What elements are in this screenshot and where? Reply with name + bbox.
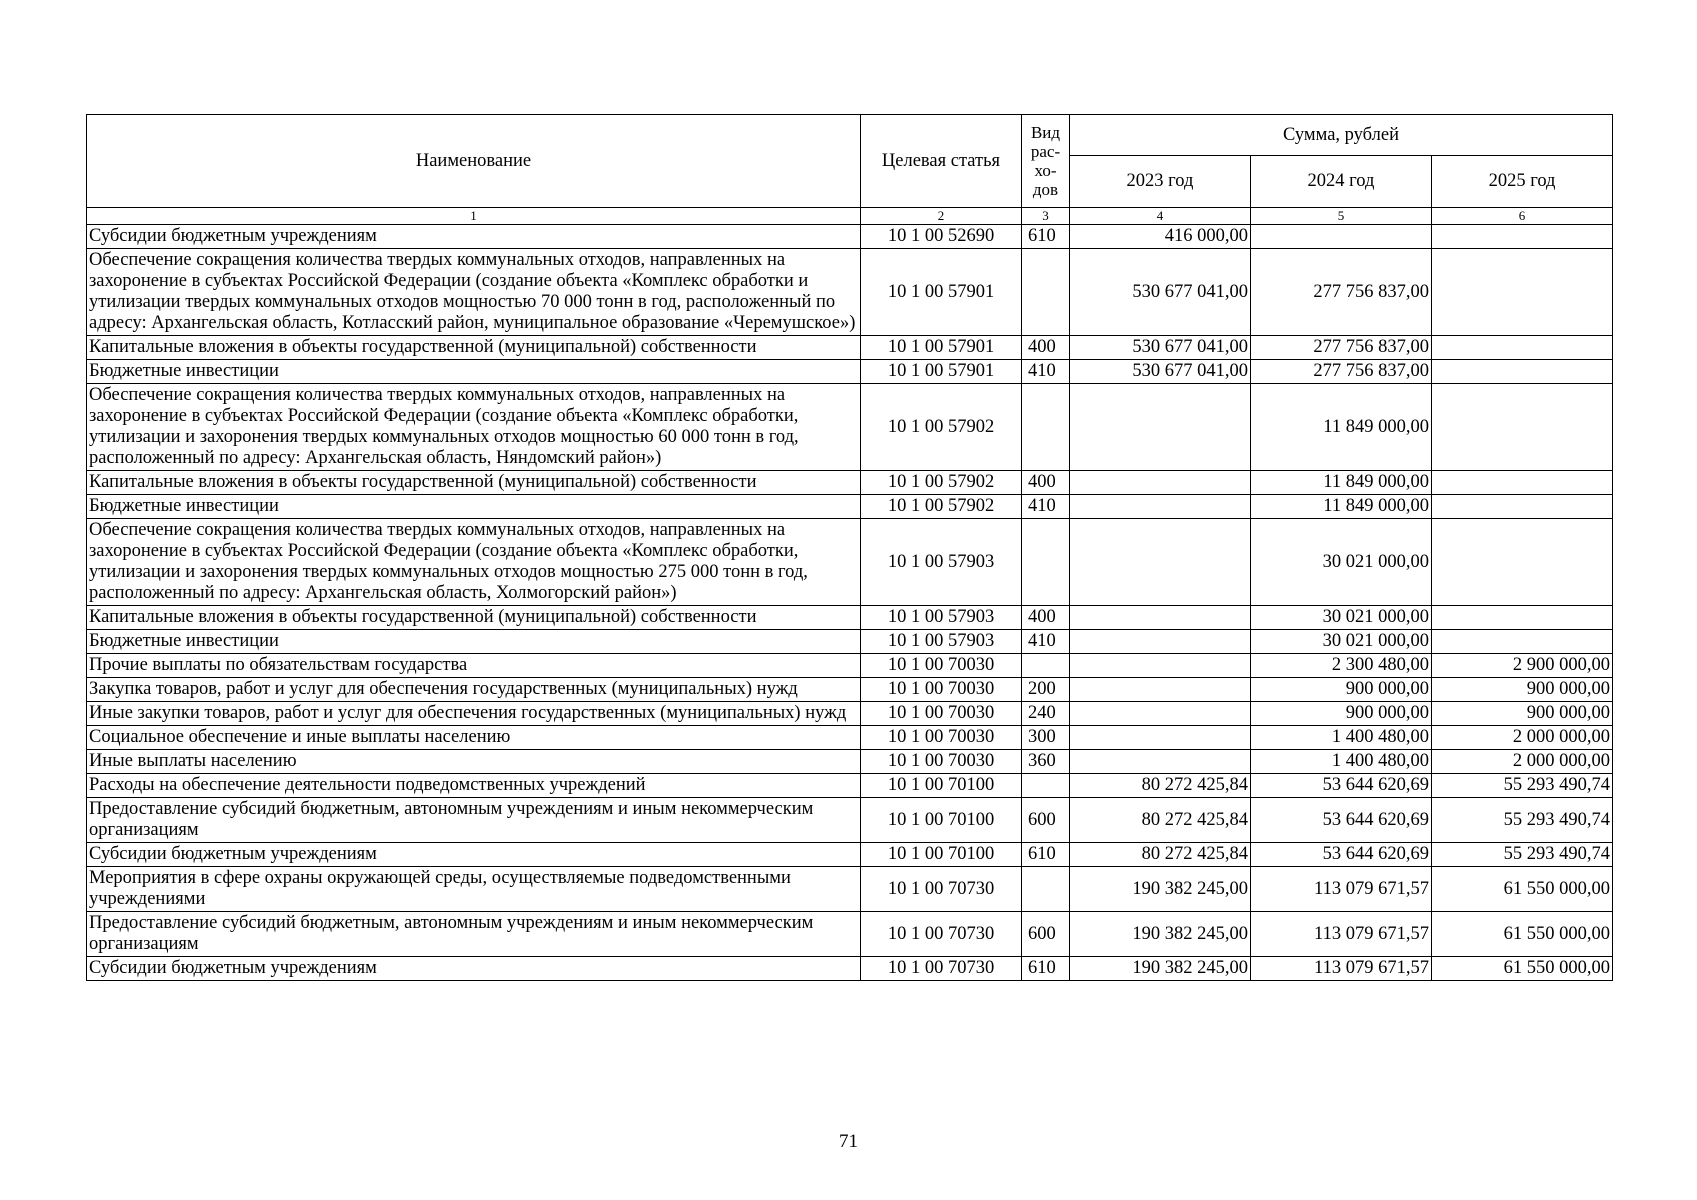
row-name: Субсидии бюджетным учреждениям xyxy=(87,843,861,867)
row-amount-2025: 2 000 000,00 xyxy=(1432,726,1613,750)
row-target-code: 10 1 00 57902 xyxy=(861,384,1022,471)
row-amount-2023: 190 382 245,00 xyxy=(1070,867,1251,912)
row-target-code: 10 1 00 57903 xyxy=(861,630,1022,654)
row-amount-2023 xyxy=(1070,495,1251,519)
table-row xyxy=(87,702,1613,726)
row-name: Мероприятия в сфере охраны окружающей среды, осуществляемые подведомственными учреждениями xyxy=(87,867,861,912)
row-name: Закупка товаров, работ и услуг для обеспечения государственных (муниципальных) нужд xyxy=(87,678,861,702)
row-name: Предоставление субсидий бюджетным, автономным учреждениям и иным некоммерческим организациям xyxy=(87,798,861,843)
row-target-code: 10 1 00 52690 xyxy=(861,225,1022,249)
row-amount-2024: 900 000,00 xyxy=(1251,702,1432,726)
row-amount-2023 xyxy=(1070,702,1251,726)
row-expense-type xyxy=(1022,867,1070,912)
table-row xyxy=(87,225,1613,249)
row-target-code: 10 1 00 57903 xyxy=(861,606,1022,630)
row-expense-type xyxy=(1022,654,1070,678)
row-amount-2025: 900 000,00 xyxy=(1432,678,1613,702)
row-expense-type xyxy=(1022,774,1070,798)
row-target-code: 10 1 00 57902 xyxy=(861,495,1022,519)
table-row xyxy=(87,360,1613,384)
row-expense-type: 200 xyxy=(1022,678,1070,702)
column-number: 4 xyxy=(1070,208,1251,225)
row-amount-2024: 113 079 671,57 xyxy=(1251,867,1432,912)
row-amount-2025 xyxy=(1432,519,1613,606)
row-amount-2025 xyxy=(1432,360,1613,384)
row-amount-2023 xyxy=(1070,678,1251,702)
page-number: 71 xyxy=(839,1131,858,1152)
row-target-code: 10 1 00 70730 xyxy=(861,867,1022,912)
row-amount-2023 xyxy=(1070,384,1251,471)
table-row xyxy=(87,750,1613,774)
row-amount-2025: 2 000 000,00 xyxy=(1432,750,1613,774)
header-code: Целевая статья xyxy=(861,115,1022,208)
row-target-code: 10 1 00 70030 xyxy=(861,702,1022,726)
row-expense-type: 600 xyxy=(1022,912,1070,957)
table-row xyxy=(87,678,1613,702)
row-name: Обеспечение сокращения количества твердых коммунальных отходов, направленных на захоронение в субъектах Российской Федерации (создание объекта «Комплекс обработки и утилизации твердых коммунальных отходов мощностью 70 000 тонн в год, расположенный по адресу: Архангельская область, Котласский район, муниципальное образование «Черемушское») xyxy=(87,249,861,336)
row-amount-2025: 61 550 000,00 xyxy=(1432,912,1613,957)
header-sum: Сумма, рублей xyxy=(1070,115,1613,156)
table-row xyxy=(87,471,1613,495)
row-amount-2024: 30 021 000,00 xyxy=(1251,606,1432,630)
table-row xyxy=(87,726,1613,750)
row-amount-2025: 61 550 000,00 xyxy=(1432,957,1613,981)
row-expense-type: 400 xyxy=(1022,336,1070,360)
row-target-code: 10 1 00 70100 xyxy=(861,843,1022,867)
row-expense-type: 600 xyxy=(1022,798,1070,843)
header-year-2023: 2023 год xyxy=(1070,156,1251,208)
row-amount-2023: 530 677 041,00 xyxy=(1070,336,1251,360)
table-row xyxy=(87,606,1613,630)
table-row xyxy=(87,384,1613,471)
row-amount-2024: 277 756 837,00 xyxy=(1251,336,1432,360)
row-expense-type: 360 xyxy=(1022,750,1070,774)
row-target-code: 10 1 00 57901 xyxy=(861,249,1022,336)
row-amount-2023 xyxy=(1070,750,1251,774)
row-name: Субсидии бюджетным учреждениям xyxy=(87,957,861,981)
row-target-code: 10 1 00 70030 xyxy=(861,750,1022,774)
row-amount-2024: 11 849 000,00 xyxy=(1251,384,1432,471)
row-amount-2024 xyxy=(1251,225,1432,249)
table-row xyxy=(87,957,1613,981)
row-target-code: 10 1 00 57901 xyxy=(861,360,1022,384)
row-target-code: 10 1 00 70030 xyxy=(861,654,1022,678)
row-name: Обеспечение сокращения количества твердых коммунальных отходов, направленных на захоронение в субъектах Российской Федерации (создание объекта «Комплекс обработки, утилизации и захоронения твердых коммунальных отходов мощностью 275 000 тонн в год, расположенный по адресу: Архангельская область, Холмогорский район») xyxy=(87,519,861,606)
row-amount-2023: 190 382 245,00 xyxy=(1070,957,1251,981)
row-amount-2025 xyxy=(1432,630,1613,654)
column-number: 1 xyxy=(87,208,861,225)
table-row xyxy=(87,519,1613,606)
row-amount-2023 xyxy=(1070,606,1251,630)
row-amount-2024: 277 756 837,00 xyxy=(1251,360,1432,384)
row-name: Капитальные вложения в объекты государственной (муниципальной) собственности xyxy=(87,336,861,360)
header-year-2025: 2025 год xyxy=(1432,156,1613,208)
row-amount-2024: 53 644 620,69 xyxy=(1251,843,1432,867)
row-amount-2024: 30 021 000,00 xyxy=(1251,519,1432,606)
row-amount-2024: 2 300 480,00 xyxy=(1251,654,1432,678)
row-name: Социальное обеспечение и иные выплаты населению xyxy=(87,726,861,750)
row-amount-2023 xyxy=(1070,471,1251,495)
row-amount-2025 xyxy=(1432,225,1613,249)
row-target-code: 10 1 00 70030 xyxy=(861,726,1022,750)
row-amount-2025 xyxy=(1432,384,1613,471)
row-amount-2025: 55 293 490,74 xyxy=(1432,843,1613,867)
budget-table xyxy=(86,114,1613,981)
table-row xyxy=(87,774,1613,798)
row-amount-2023 xyxy=(1070,630,1251,654)
row-expense-type: 240 xyxy=(1022,702,1070,726)
row-amount-2024: 53 644 620,69 xyxy=(1251,798,1432,843)
row-expense-type: 610 xyxy=(1022,957,1070,981)
header-year-2024: 2024 год xyxy=(1251,156,1432,208)
table-row xyxy=(87,912,1613,957)
table-row xyxy=(87,249,1613,336)
row-target-code: 10 1 00 70100 xyxy=(861,798,1022,843)
column-number: 2 xyxy=(861,208,1022,225)
row-amount-2024: 277 756 837,00 xyxy=(1251,249,1432,336)
row-expense-type: 610 xyxy=(1022,225,1070,249)
header-name: Наименование xyxy=(87,115,861,208)
column-number: 6 xyxy=(1432,208,1613,225)
row-amount-2025: 2 900 000,00 xyxy=(1432,654,1613,678)
row-target-code: 10 1 00 57903 xyxy=(861,519,1022,606)
row-target-code: 10 1 00 57901 xyxy=(861,336,1022,360)
row-name: Бюджетные инвестиции xyxy=(87,360,861,384)
row-amount-2023: 530 677 041,00 xyxy=(1070,249,1251,336)
row-expense-type: 410 xyxy=(1022,630,1070,654)
row-amount-2025: 55 293 490,74 xyxy=(1432,774,1613,798)
row-name: Иные закупки товаров, работ и услуг для обеспечения государственных (муниципальных) нужд xyxy=(87,702,861,726)
header-vid: Вид рас-хо-дов xyxy=(1022,115,1070,208)
row-name: Капитальные вложения в объекты государственной (муниципальной) собственности xyxy=(87,606,861,630)
row-amount-2024: 113 079 671,57 xyxy=(1251,957,1432,981)
column-number-row xyxy=(87,208,1613,225)
row-name: Расходы на обеспечение деятельности подведомственных учреждений xyxy=(87,774,861,798)
row-target-code: 10 1 00 70730 xyxy=(861,912,1022,957)
row-amount-2023: 416 000,00 xyxy=(1070,225,1251,249)
row-expense-type xyxy=(1022,519,1070,606)
table-row xyxy=(87,630,1613,654)
row-amount-2023 xyxy=(1070,654,1251,678)
row-amount-2025 xyxy=(1432,471,1613,495)
row-amount-2025 xyxy=(1432,495,1613,519)
row-amount-2025: 55 293 490,74 xyxy=(1432,798,1613,843)
row-amount-2023: 80 272 425,84 xyxy=(1070,774,1251,798)
row-expense-type: 400 xyxy=(1022,471,1070,495)
row-name: Бюджетные инвестиции xyxy=(87,495,861,519)
row-amount-2023: 190 382 245,00 xyxy=(1070,912,1251,957)
row-expense-type: 410 xyxy=(1022,495,1070,519)
column-number: 3 xyxy=(1022,208,1070,225)
row-amount-2024: 900 000,00 xyxy=(1251,678,1432,702)
table-row xyxy=(87,867,1613,912)
row-amount-2025 xyxy=(1432,249,1613,336)
row-amount-2023 xyxy=(1070,519,1251,606)
row-expense-type: 400 xyxy=(1022,606,1070,630)
row-amount-2024: 1 400 480,00 xyxy=(1251,750,1432,774)
row-amount-2024: 11 849 000,00 xyxy=(1251,495,1432,519)
table-row xyxy=(87,843,1613,867)
row-target-code: 10 1 00 70030 xyxy=(861,678,1022,702)
row-target-code: 10 1 00 70100 xyxy=(861,774,1022,798)
row-amount-2025 xyxy=(1432,336,1613,360)
row-expense-type xyxy=(1022,384,1070,471)
row-name: Предоставление субсидий бюджетным, автономным учреждениям и иным некоммерческим организациям xyxy=(87,912,861,957)
table-row xyxy=(87,654,1613,678)
row-name: Обеспечение сокращения количества твердых коммунальных отходов, направленных на захоронение в субъектах Российской Федерации (создание объекта «Комплекс обработки, утилизации и захоронения твердых коммунальных отходов мощностью 60 000 тонн в год, расположенный по адресу: Архангельская область, Няндомский район») xyxy=(87,384,861,471)
row-amount-2024: 11 849 000,00 xyxy=(1251,471,1432,495)
row-amount-2023: 530 677 041,00 xyxy=(1070,360,1251,384)
table-row xyxy=(87,798,1613,843)
row-name: Субсидии бюджетным учреждениям xyxy=(87,225,861,249)
row-expense-type xyxy=(1022,249,1070,336)
table-body xyxy=(87,225,1613,981)
row-amount-2025 xyxy=(1432,606,1613,630)
row-name: Бюджетные инвестиции xyxy=(87,630,861,654)
row-target-code: 10 1 00 70730 xyxy=(861,957,1022,981)
row-amount-2025: 900 000,00 xyxy=(1432,702,1613,726)
row-name: Прочие выплаты по обязательствам государства xyxy=(87,654,861,678)
column-number: 5 xyxy=(1251,208,1432,225)
row-amount-2023: 80 272 425,84 xyxy=(1070,843,1251,867)
row-expense-type: 410 xyxy=(1022,360,1070,384)
row-target-code: 10 1 00 57902 xyxy=(861,471,1022,495)
table-row xyxy=(87,495,1613,519)
row-amount-2023 xyxy=(1070,726,1251,750)
row-amount-2024: 53 644 620,69 xyxy=(1251,774,1432,798)
row-name: Капитальные вложения в объекты государственной (муниципальной) собственности xyxy=(87,471,861,495)
row-expense-type: 610 xyxy=(1022,843,1070,867)
row-expense-type: 300 xyxy=(1022,726,1070,750)
row-amount-2024: 1 400 480,00 xyxy=(1251,726,1432,750)
row-amount-2024: 113 079 671,57 xyxy=(1251,912,1432,957)
row-amount-2024: 30 021 000,00 xyxy=(1251,630,1432,654)
row-amount-2025: 61 550 000,00 xyxy=(1432,867,1613,912)
row-amount-2023: 80 272 425,84 xyxy=(1070,798,1251,843)
row-name: Иные выплаты населению xyxy=(87,750,861,774)
table-row xyxy=(87,336,1613,360)
